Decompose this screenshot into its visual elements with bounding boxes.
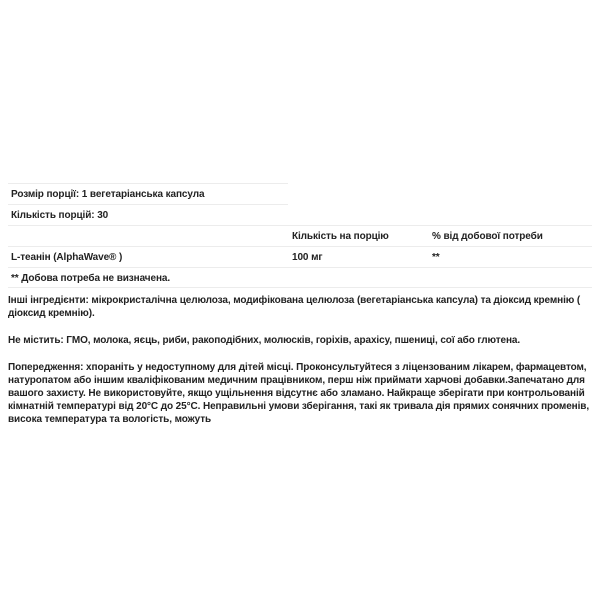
ingredient-name: L-теанін (AlphaWave® ) <box>11 252 123 263</box>
column-header-amount: Кількість на порцію <box>292 231 389 242</box>
other-ingredients: Інші інгредієнти: мікрокристалічна целюлоза, модифікована целюлоза (вегетаріанська капсула) та діоксид кремнію ( діоксид кремнію). <box>8 295 581 319</box>
product-info-text <box>8 294 594 440</box>
ingredient-daily-value: ** <box>432 252 440 263</box>
servings-per-container-row <box>8 204 288 225</box>
column-header-daily-value: % від добової потреби <box>432 231 543 242</box>
footnote: ** Добова потреба не визначена. <box>11 273 171 284</box>
serving-size-row <box>8 183 288 204</box>
footnote-row <box>8 267 592 288</box>
servings-per-container: Кількість порцій: 30 <box>11 210 109 221</box>
table-header-row <box>8 225 592 246</box>
ingredient-amount: 100 мг <box>292 252 323 263</box>
serving-size: Розмір порції: 1 вегетаріанська капсула <box>11 189 205 200</box>
does-not-contain: Не містить: ГМО, молока, яєць, риби, ракоподібних, молюсків, горіхів, арахісу, пшениці, сої або глютена. <box>8 335 521 346</box>
warning: Попередження: хпораніть у недоступному для дітей місці. Проконсультуйтеся з ліцензованим лікарем, фармацевтом, натуропатом або іншим кваліфікованим медичним працівником, перш ніж приймати харчові добавки.Запечатано для вашого захисту. Не використовуйте, якщо ущільнення відсутнє або зламано. Найкраще зберігати при контрольованій кімнатній температурі від 20°C до 25°C. Неправильні умови зберігання, такі як тривала дія прямих сонячних променів, висока температура та вологість, можуть <box>8 362 590 425</box>
table-row <box>8 246 592 267</box>
supplement-facts-table <box>8 183 592 288</box>
